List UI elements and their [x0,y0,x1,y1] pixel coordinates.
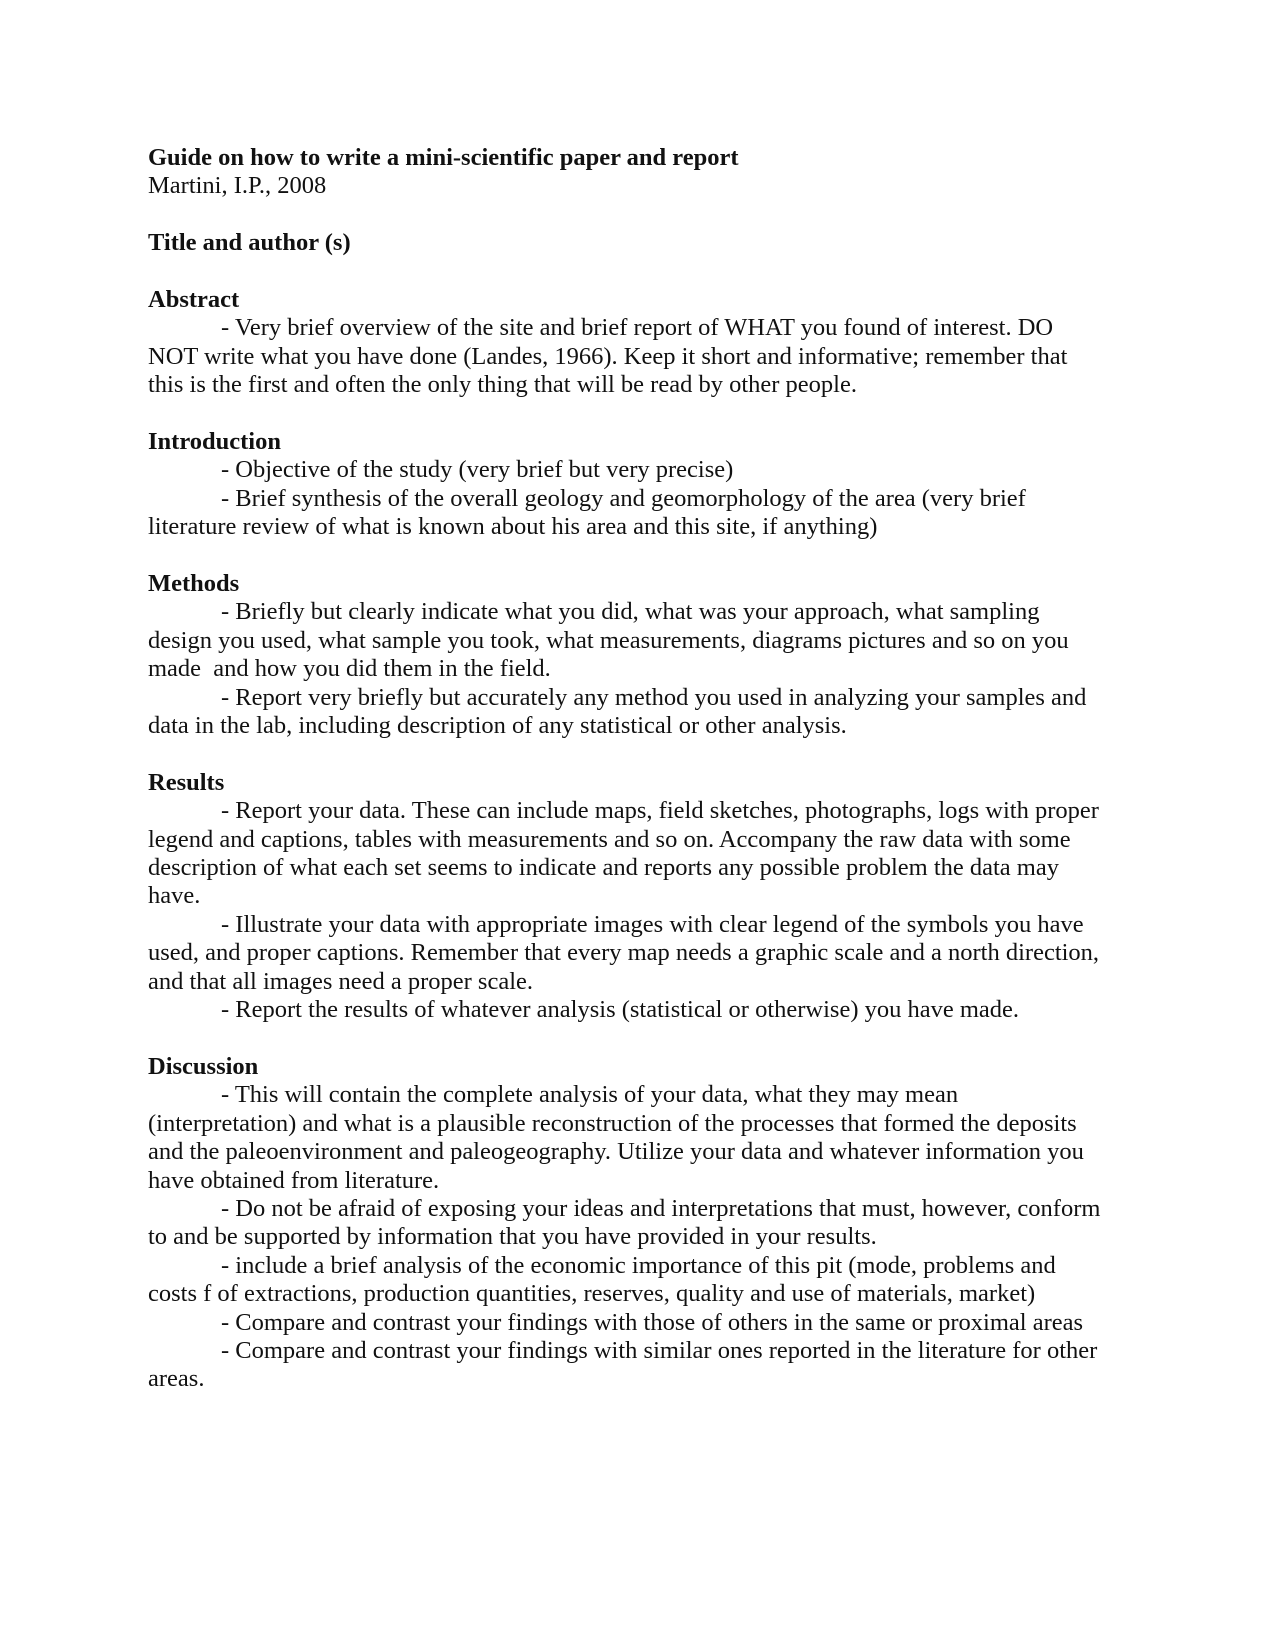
paragraph-line: used, and proper captions. Remember that every map needs a graphic scale and a north direction, [148,939,1100,967]
paragraph-line: - Report your data. These can include maps, field sketches, photographs, logs with proper [221,797,1099,825]
section-heading-results: Results [148,768,225,796]
paragraph-line: - Illustrate your data with appropriate images with clear legend of the symbols you have [221,910,1084,938]
document-body [148,144,1108,1394]
paragraph-line: data in the lab, including description of any statistical or other analysis. [148,712,847,740]
paragraph-line: have. [148,882,201,910]
paragraph-line: have obtained from literature. [148,1166,440,1194]
spacer [148,542,1108,570]
section-discussion [148,1053,1108,1394]
paragraph-line: - Brief synthesis of the overall geology and geomorphology of the area (very brief [221,484,1026,512]
paragraph-line: - Report the results of whatever analysis (statistical or otherwise) you have made. [221,996,1020,1024]
section-introduction [148,428,1108,542]
paragraph-line: legend and captions, tables with measurements and so on. Accompany the raw data with some [148,825,1071,853]
section-heading-title-author: Title and author (s) [148,229,351,257]
spacer [148,258,1108,286]
paragraph-line: - Report very briefly but accurately any method you used in analyzing your samples and [221,683,1087,711]
paragraph-line: - Do not be afraid of exposing your ideas and interpretations that must, however, conform [221,1194,1101,1222]
section-heading-introduction: Introduction [148,428,281,456]
paragraph-line: this is the first and often the only thing that will be read by other people. [148,371,857,399]
paragraph-line: costs f of extractions, production quantities, reserves, quality and use of materials, market) [148,1280,1036,1308]
paragraph-line: - Very brief overview of the site and brief report of WHAT you found of interest. DO [221,314,1054,342]
paragraph-line: NOT write what you have done (Landes, 1966). Keep it short and informative; remember that [148,342,1068,370]
paragraph-line: literature review of what is known about his area and this site, if anything) [148,513,878,541]
paragraph-line: areas. [148,1365,205,1393]
spacer [148,400,1108,428]
paragraph-line: (interpretation) and what is a plausible reconstruction of the processes that formed the deposits [148,1109,1077,1137]
paragraph-line: description of what each set seems to indicate and reports any possible problem the data may [148,854,1059,882]
paragraph-line: - include a brief analysis of the economic importance of this pit (mode, problems and [221,1251,1056,1279]
section-heading-methods: Methods [148,570,240,598]
section-abstract [148,286,1108,400]
paragraph-line: and the paleoenvironment and paleogeography. Utilize your data and whatever information you [148,1138,1084,1166]
spacer [148,1025,1108,1053]
paragraph-line: - Compare and contrast your findings with those of others in the same or proximal areas [221,1308,1084,1336]
paragraph-line: - Briefly but clearly indicate what you did, what was your approach, what sampling [221,598,1040,626]
document-byline: Martini, I.P., 2008 [148,172,327,200]
paragraph-line: design you used, what sample you took, what measurements, diagrams pictures and so on you [148,626,1069,654]
section-heading-abstract: Abstract [148,286,240,313]
section-heading-discussion: Discussion [148,1052,259,1080]
spacer [148,201,1108,229]
paragraph-line: - Objective of the study (very brief but very precise) [221,456,734,484]
paragraph-line: made and how you did them in the field. [148,655,551,683]
paragraph-line: - Compare and contrast your findings with similar ones reported in the literature for other [221,1336,1098,1364]
section-methods [148,570,1108,740]
section-results [148,769,1108,1025]
spacer [148,740,1108,768]
document-title: Guide on how to write a mini-scientific paper and report [148,144,739,171]
paragraph-line: and that all images need a proper scale. [148,967,534,995]
paragraph-line: to and be supported by information that you have provided in your results. [148,1223,877,1251]
paragraph-line: - This will contain the complete analysis of your data, what they may mean [221,1081,959,1109]
